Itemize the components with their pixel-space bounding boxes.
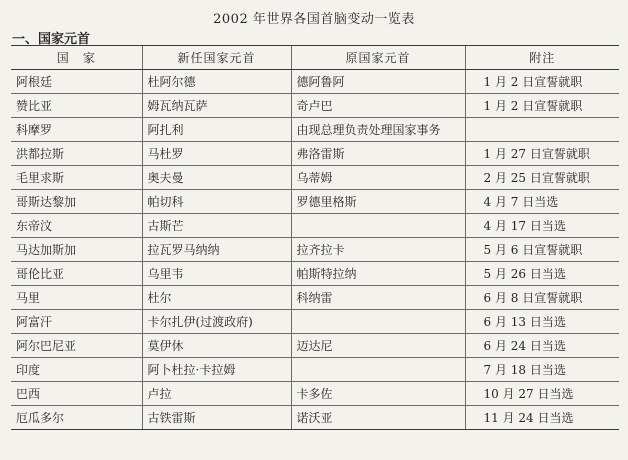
- table-row: [11, 142, 619, 166]
- new-head-cell: 杜尔: [142, 286, 291, 310]
- note-cell: [465, 118, 619, 142]
- former-head-cell: 诺沃亚: [291, 406, 465, 430]
- former-head-cell: 乌蒂姆: [291, 166, 465, 190]
- table-row: [11, 286, 619, 310]
- former-head-cell: [291, 310, 465, 334]
- former-head-cell: 卡多佐: [291, 382, 465, 406]
- table-row: [11, 94, 619, 118]
- new-head-cell: 拉瓦罗马纳纳: [142, 238, 291, 262]
- country-cell: 印度: [11, 358, 142, 382]
- former-head-cell: 帕斯特拉纳: [291, 262, 465, 286]
- table-row: [11, 310, 619, 334]
- note-cell: 7 月 18 日当选: [465, 358, 619, 382]
- page-title: 2002 年世界各国首脑变动一览表: [213, 12, 415, 27]
- column-header-former-head: 原国家元首: [291, 46, 465, 70]
- country-cell: 马达加斯加: [11, 238, 142, 262]
- note-cell: 6 月 8 日宣誓就职: [465, 286, 619, 310]
- note-cell: 5 月 26 日当选: [465, 262, 619, 286]
- table-row: [11, 334, 619, 358]
- country-cell: 厄瓜多尔: [11, 406, 142, 430]
- former-head-cell: 弗洛雷斯: [291, 142, 465, 166]
- former-head-cell: 由现总理负责处理国家事务: [291, 118, 465, 142]
- table-row: [11, 118, 619, 142]
- new-head-cell: 卡尔扎伊(过渡政府): [142, 310, 291, 334]
- note-cell: 1 月 2 日宣誓就职: [465, 70, 619, 94]
- table-row: [11, 166, 619, 190]
- former-head-cell: 科纳雷: [291, 286, 465, 310]
- table-body: [11, 70, 619, 430]
- column-header-note: 附注: [465, 46, 619, 70]
- country-cell: 洪都拉斯: [11, 142, 142, 166]
- former-head-cell: 拉齐拉卡: [291, 238, 465, 262]
- note-cell: 6 月 24 日当选: [465, 334, 619, 358]
- former-head-cell: [291, 214, 465, 238]
- table-row: [11, 262, 619, 286]
- country-cell: 东帝汶: [11, 214, 142, 238]
- country-cell: 科摩罗: [11, 118, 142, 142]
- note-cell: 5 月 6 日宣誓就职: [465, 238, 619, 262]
- column-header-new-head: 新任国家元首: [142, 46, 291, 70]
- note-cell: 11 月 24 日当选: [465, 406, 619, 430]
- country-cell: 马里: [11, 286, 142, 310]
- new-head-cell: 古斯芒: [142, 214, 291, 238]
- note-cell: 4 月 17 日当选: [465, 214, 619, 238]
- country-cell: 巴西: [11, 382, 142, 406]
- country-cell: 毛里求斯: [11, 166, 142, 190]
- table-row: [11, 406, 619, 430]
- country-cell: 哥斯达黎加: [11, 190, 142, 214]
- new-head-cell: 阿卜杜拉·卡拉姆: [142, 358, 291, 382]
- new-head-cell: 姆瓦纳瓦萨: [142, 94, 291, 118]
- table-row: [11, 382, 619, 406]
- table-row: [11, 214, 619, 238]
- new-head-cell: 帕切科: [142, 190, 291, 214]
- country-cell: 阿根廷: [11, 70, 142, 94]
- new-head-cell: 杜阿尔德: [142, 70, 291, 94]
- note-cell: 4 月 7 日当选: [465, 190, 619, 214]
- table-row: [11, 70, 619, 94]
- country-cell: 阿富汗: [11, 310, 142, 334]
- note-cell: 10 月 27 日当选: [465, 382, 619, 406]
- section-heading: 一、国家元首: [12, 32, 91, 47]
- new-head-cell: 奥夫曼: [142, 166, 291, 190]
- new-head-cell: 马杜罗: [142, 142, 291, 166]
- former-head-cell: 罗德里格斯: [291, 190, 465, 214]
- note-cell: 6 月 13 日当选: [465, 310, 619, 334]
- new-head-cell: 古铁雷斯: [142, 406, 291, 430]
- leaders-table: [11, 45, 619, 430]
- country-cell: 哥伦比亚: [11, 262, 142, 286]
- new-head-cell: 莫伊休: [142, 334, 291, 358]
- table-header-row: [11, 46, 619, 70]
- table-row: [11, 358, 619, 382]
- country-cell: 赞比亚: [11, 94, 142, 118]
- new-head-cell: 乌里韦: [142, 262, 291, 286]
- former-head-cell: [291, 358, 465, 382]
- country-cell: 阿尔巴尼亚: [11, 334, 142, 358]
- note-cell: 2 月 25 日宣誓就职: [465, 166, 619, 190]
- new-head-cell: 卢拉: [142, 382, 291, 406]
- former-head-cell: 德阿鲁阿: [291, 70, 465, 94]
- note-cell: 1 月 2 日宣誓就职: [465, 94, 619, 118]
- note-cell: 1 月 27 日宣誓就职: [465, 142, 619, 166]
- former-head-cell: 迈达尼: [291, 334, 465, 358]
- column-header-country: 国 家: [11, 46, 142, 70]
- former-head-cell: 奇卢巴: [291, 94, 465, 118]
- new-head-cell: 阿扎利: [142, 118, 291, 142]
- table-row: [11, 190, 619, 214]
- table-row: [11, 238, 619, 262]
